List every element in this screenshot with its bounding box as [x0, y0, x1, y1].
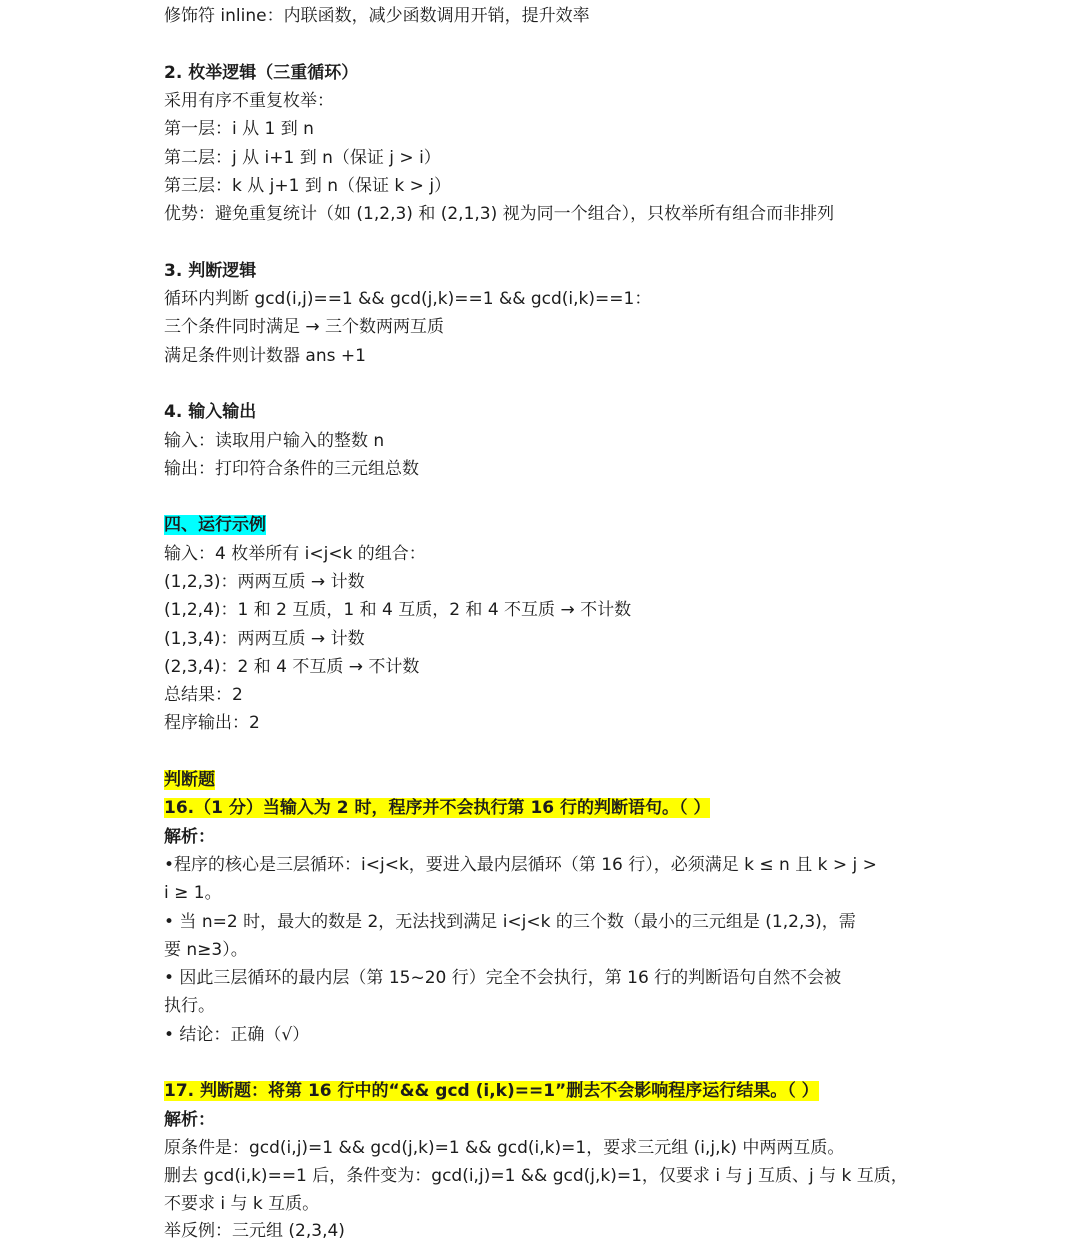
question-16-title: 16.（1 分）当输入为 2 时，程序并不会执行第 16 行的判断语句。（ ）	[164, 798, 711, 818]
example-line: (1,2,3)：两两互质 → 计数	[164, 572, 365, 592]
q17-analysis-line: 不要求 i 与 k 互质。	[164, 1194, 320, 1214]
q17-analysis-line: 举反例：三元组 (2,3,4)	[164, 1221, 345, 1241]
example-line: (1,3,4)：两两互质 → 计数	[164, 629, 365, 649]
example-line: (1,2,4)：1 和 2 互质，1 和 4 互质，2 和 4 不互质 → 不计数	[164, 600, 632, 620]
question-17-title: 17. 判断题：将第 16 行中的“&& gcd (i,k)==1”删去不会影响程序运行结果。（ ）	[164, 1081, 819, 1101]
q16-analysis-line: 要 n≥3）。	[164, 940, 248, 960]
enum-line: 采用有序不重复枚举：	[164, 91, 334, 111]
q16-analysis-line: • 结论：正确（√）	[164, 1025, 310, 1045]
judge-line: 循环内判断 gcd(i,j)==1 && gcd(j,k)==1 && gcd(i,k)==1：	[164, 289, 652, 309]
q17-analysis-label: 解析：	[164, 1110, 215, 1130]
q16-analysis-line: • 当 n=2 时，最大的数是 2，无法找到满足 i<j<k 的三个数（最小的三元组是 (1,2,3)，需	[164, 912, 856, 932]
q16-analysis-line: 执行。	[164, 996, 215, 1016]
example-heading: 四、运行示例	[164, 515, 266, 535]
judge-line: 满足条件则计数器 ans +1	[164, 346, 366, 366]
example-line: 总结果：2	[164, 685, 243, 705]
example-line: (2,3,4)：2 和 4 不互质 → 不计数	[164, 657, 420, 677]
q16-analysis-label: 解析：	[164, 827, 215, 847]
enum-line: 第一层：i 从 1 到 n	[164, 119, 314, 139]
example-line: 程序输出：2	[164, 713, 260, 733]
judge-line: 三个条件同时满足 → 三个数两两互质	[164, 317, 445, 337]
q17-analysis-line: 删去 gcd(i,k)==1 后，条件变为：gcd(i,j)=1 && gcd(j,k)=1，仅要求 i 与 j 互质、j 与 k 互质，	[164, 1166, 908, 1186]
enum-heading: 2. 枚举逻辑（三重循环）	[164, 63, 359, 83]
q17-analysis-line: 原条件是：gcd(i,j)=1 && gcd(j,k)=1 && gcd(i,k)=1，要求三元组 (i,j,k) 中两两互质。	[164, 1138, 845, 1158]
enum-line: 优势：避免重复统计（如 (1,2,3) 和 (2,1,3) 视为同一个组合），只枚举所有组合而非排列	[164, 204, 835, 224]
intro-line: 修饰符 inline：内联函数，减少函数调用开销，提升效率	[164, 6, 590, 26]
io-heading: 4. 输入输出	[164, 402, 257, 422]
q16-analysis-line: • 因此三层循环的最内层（第 15~20 行）完全不会执行，第 16 行的判断语句自然不会被	[164, 968, 842, 988]
tf-heading: 判断题	[164, 770, 215, 790]
judge-heading: 3. 判断逻辑	[164, 261, 257, 281]
q16-analysis-line: •程序的核心是三层循环：i<j<k，要进入最内层循环（第 16 行），必须满足 k ≤ n 且 k > j >	[164, 855, 877, 875]
q16-analysis-line: i ≥ 1。	[164, 883, 222, 903]
example-line: 输入：4 枚举所有 i<j<k 的组合：	[164, 544, 426, 564]
io-line: 输出：打印符合条件的三元组总数	[164, 459, 419, 479]
enum-line: 第三层：k 从 j+1 到 n（保证 k > j）	[164, 176, 452, 196]
io-line: 输入：读取用户输入的整数 n	[164, 431, 385, 451]
enum-line: 第二层：j 从 i+1 到 n（保证 j > i）	[164, 148, 441, 168]
